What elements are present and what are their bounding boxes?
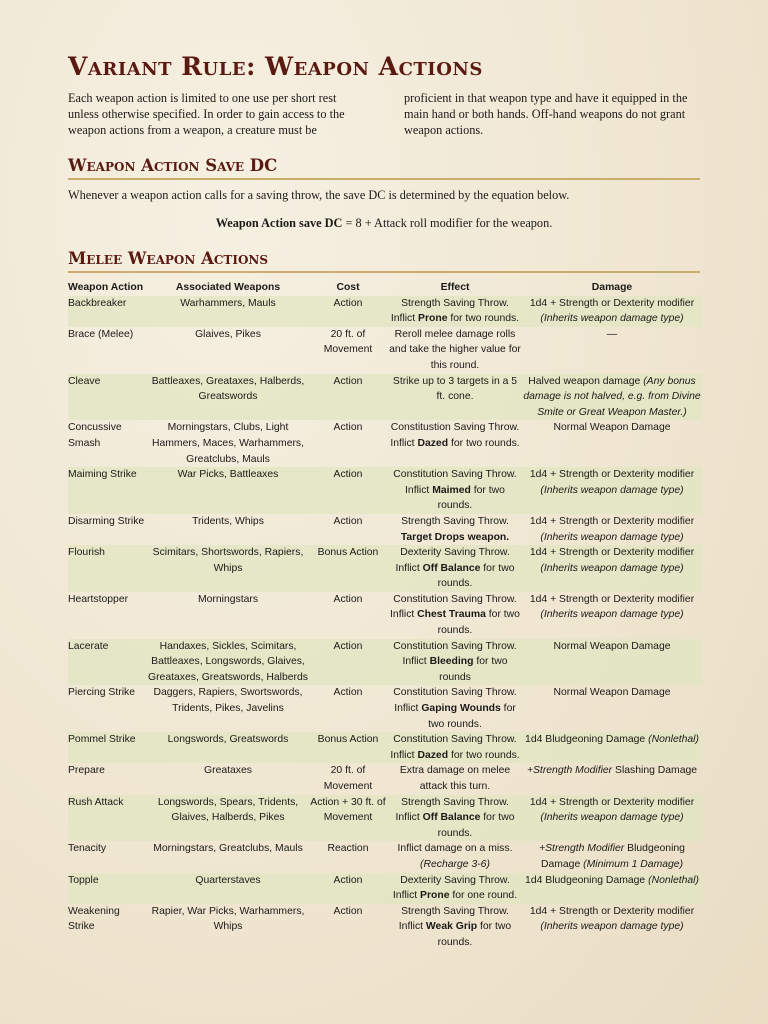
effect-text: Prone	[420, 890, 450, 902]
damage-text: 1d4 Bludgeoning Damage	[525, 734, 649, 746]
cell-weapon-action: Lacerate	[68, 640, 109, 652]
damage-text: +Strength Modifier	[539, 843, 625, 855]
cell-associated-weapons: Greataxes	[204, 765, 252, 777]
effect-text: for two rounds.	[448, 437, 520, 449]
effect-text: for one round.	[449, 890, 518, 902]
effect-text: for two rounds.	[428, 703, 516, 730]
damage-text: (Inherits weapon damage type)	[540, 531, 684, 543]
damage-text: Bludgeoning Damage	[540, 843, 685, 870]
table-row	[68, 795, 702, 842]
cell-weapon-action: Disarming Strike	[68, 515, 145, 527]
cell-effect	[388, 763, 522, 794]
damage-text: 1d4 + Strength or Dexterity modifier	[529, 593, 695, 605]
cell-effect	[388, 904, 522, 951]
cell-damage	[522, 514, 702, 545]
effect-text: Strike up to 3 targets in a 5 ft. cone.	[392, 375, 518, 403]
cell-cost: Action	[333, 297, 363, 309]
effect-text: Constitustion Saving Throw. Inflict	[390, 422, 520, 449]
cell-cost: 20 ft. of Movement	[323, 328, 373, 356]
effect-text: for two rounds.	[447, 313, 520, 325]
table-row	[68, 904, 702, 951]
cell-effect	[388, 545, 522, 592]
weapon-actions-table	[68, 280, 702, 951]
effect-text: for two rounds.	[437, 609, 520, 637]
effect-text: for two rounds.	[437, 562, 515, 590]
damage-text: 1d4 + Strength or Dexterity modifier	[529, 469, 695, 481]
cell-weapon-action: Backbreaker	[68, 297, 127, 309]
cell-damage	[522, 374, 702, 421]
cell-cost: 20 ft. of Movement	[323, 765, 373, 792]
cell-associated-weapons: Scimitars, Shortswords, Rapiers, Whips	[152, 547, 304, 574]
cell-weapon-action: Piercing Strike	[68, 687, 135, 699]
table-body	[68, 296, 702, 951]
cell-weapon-action: Rush Attack	[68, 796, 124, 808]
table-row	[68, 327, 702, 374]
cell-effect	[388, 795, 522, 842]
cell-cost: Action	[333, 515, 363, 527]
table-row	[68, 685, 702, 732]
save-dc-text: Whenever a weapon action calls for a saving throw, the save DC is determined by the equation below.	[68, 188, 570, 202]
cell-associated-weapons: Morningstars, Clubs, Light Hammers, Maces, Warhammers, Greatclubs, Mauls	[151, 422, 305, 465]
cell-cost: Action	[333, 687, 363, 699]
damage-text: Normal Weapon Damage	[553, 422, 671, 434]
cell-associated-weapons: War Picks, Battleaxes	[177, 469, 279, 481]
table-row	[68, 514, 702, 545]
cell-damage	[522, 592, 702, 639]
damage-text: 1d4 + Strength or Dexterity modifier	[529, 905, 695, 917]
cell-weapon-action: Weakening Strike	[68, 905, 120, 933]
table-header-row	[68, 280, 702, 296]
effect-text: Off Balance	[422, 562, 481, 574]
cell-damage	[522, 795, 702, 842]
cell-associated-weapons: Battleaxes, Greataxes, Halberds, Greatswords	[151, 375, 305, 403]
table-row	[68, 467, 702, 514]
cell-effect	[388, 374, 522, 421]
table-row	[68, 639, 702, 686]
table-row	[68, 873, 702, 904]
damage-text: (Inherits weapon damage type)	[540, 484, 684, 496]
damage-text: (Inherits weapon damage type)	[540, 562, 684, 574]
effect-text: Strength Saving Throw. Inflict	[395, 796, 509, 824]
cell-associated-weapons: Morningstars	[197, 593, 259, 605]
effect-text: Inflict damage on a miss.	[397, 843, 513, 855]
damage-text: (Inherits weapon damage type)	[540, 313, 684, 325]
cell-damage	[522, 873, 702, 904]
damage-text: (Minimum 1 Damage)	[583, 858, 684, 870]
cell-effect	[388, 514, 522, 545]
damage-text: Normal Weapon Damage	[553, 640, 671, 652]
cell-weapon-action: Concussive Smash	[68, 422, 122, 449]
effect-text: Maimed	[432, 484, 471, 496]
cell-damage	[522, 467, 702, 514]
damage-text: (Inherits weapon damage type)	[540, 812, 684, 824]
cell-effect	[388, 296, 522, 327]
effect-text: Off Balance	[422, 812, 481, 824]
effect-text: Gaping Wounds	[421, 703, 501, 715]
cell-cost: Action	[333, 422, 363, 434]
effect-text: Extra damage on melee attack this turn.	[399, 765, 511, 792]
damage-text: 1d4 + Strength or Dexterity modifier	[529, 515, 695, 527]
cell-cost: Action	[333, 469, 363, 481]
cell-cost: Reaction	[327, 843, 369, 855]
effect-text: Strength Saving Throw. Inflict	[398, 905, 509, 933]
cell-damage	[522, 420, 702, 467]
cell-cost: Action	[333, 874, 363, 886]
formula-label: Weapon Action save DC	[215, 216, 343, 230]
damage-text: —	[606, 328, 618, 340]
cell-effect	[388, 327, 522, 374]
cell-damage	[522, 685, 702, 732]
cell-weapon-action: Pommel Strike	[68, 734, 136, 746]
cell-associated-weapons: Warhammers, Mauls	[180, 297, 276, 309]
cell-associated-weapons: Daggers, Rapiers, Swortswords, Tridents, Pikes, Javelins	[153, 687, 303, 715]
effect-text: Strength Saving Throw.	[401, 515, 509, 527]
save-dc-heading: Weapon Action Save DC	[68, 156, 700, 180]
damage-text: (Inherits weapon damage type)	[540, 921, 684, 933]
cell-associated-weapons: Quarterstaves	[195, 874, 261, 886]
damage-text: Halved weapon damage	[528, 375, 644, 387]
intro-left: Each weapon action is limited to one use per short rest unless otherwise specified. In order to gain access to the weapon actions from a weapon, a creature must be	[68, 91, 345, 137]
melee-heading: Melee Weapon Actions	[68, 249, 700, 273]
effect-text: Weak Grip	[425, 921, 478, 933]
cell-cost: Bonus Action	[317, 734, 379, 746]
cell-effect	[388, 592, 522, 639]
cell-weapon-action: Brace (Melee)	[68, 328, 134, 340]
damage-text: Slashing Damage	[612, 765, 698, 777]
cell-associated-weapons: Rapier, War Picks, Warhammers, Whips	[151, 905, 305, 933]
effect-text: Bleeding	[429, 656, 474, 668]
table-row	[68, 296, 702, 327]
damage-text: Normal Weapon Damage	[553, 687, 671, 699]
cell-weapon-action: Topple	[68, 874, 99, 886]
effect-text: Constitution Saving Throw. Inflict	[390, 593, 517, 621]
cell-weapon-action: Cleave	[68, 375, 101, 387]
cell-cost: Action	[333, 375, 363, 387]
cell-damage	[522, 545, 702, 592]
effect-text: Dexterity Saving Throw. Inflict	[395, 547, 510, 574]
cell-weapon-action: Flourish	[68, 547, 105, 559]
effect-text: (Recharge 3-6)	[420, 858, 490, 870]
damage-text: 1d4 + Strength or Dexterity modifier	[529, 297, 695, 309]
col-header-cost: Cost	[336, 282, 360, 293]
col-header-weapon-action: Weapon Action	[68, 282, 144, 293]
cell-weapon-action: Prepare	[68, 765, 105, 777]
effect-text: Strength Saving Throw. Inflict	[390, 297, 509, 325]
cell-associated-weapons: Longswords, Greatswords	[167, 734, 289, 746]
cell-effect	[388, 467, 522, 514]
effect-text: for two rounds.	[437, 921, 512, 948]
col-header-damage: Damage	[591, 282, 633, 293]
effect-text: Dazed	[417, 437, 449, 449]
cell-damage	[522, 841, 702, 872]
effect-text: for two rounds.	[437, 484, 505, 512]
col-header-effect: Effect	[440, 282, 470, 293]
cell-effect	[388, 685, 522, 732]
effect-text: Constitution Saving Throw. Inflict	[393, 687, 517, 715]
damage-text: (Nonlethal)	[648, 874, 699, 886]
cell-effect	[388, 732, 522, 763]
damage-text: 1d4 + Strength or Dexterity modifier	[529, 796, 695, 808]
table-row	[68, 420, 702, 467]
damage-text: (Inherits weapon damage type)	[540, 609, 684, 621]
table-row	[68, 374, 702, 421]
table-row	[68, 592, 702, 639]
document-page	[68, 52, 700, 951]
cell-damage	[522, 639, 702, 686]
cell-damage	[522, 763, 702, 794]
damage-text: 1d4 Bludgeoning Damage	[525, 874, 649, 886]
damage-text: +Strength Modifier	[526, 765, 613, 777]
save-dc-formula	[68, 215, 700, 231]
damage-text: (Any bonus damage is not halved, e.g. from Divine Smite or Great Weapon Master.)	[523, 375, 701, 418]
cell-weapon-action: Tenacity	[68, 843, 107, 855]
cell-associated-weapons: Glaives, Pikes	[195, 328, 261, 340]
page-title: Variant Rule: Weapon Actions	[68, 52, 483, 81]
cell-effect	[388, 420, 522, 467]
effect-text: Constitution Saving Throw. Inflict	[390, 734, 517, 761]
cell-associated-weapons: Tridents, Whips	[192, 515, 264, 527]
formula-rest: = 8 + Attack roll modifier for the weapon.	[342, 216, 553, 230]
cell-weapon-action: Heartstopper	[68, 593, 129, 605]
cell-associated-weapons: Morningstars, Greatclubs, Mauls	[153, 843, 303, 855]
effect-text: for two rounds	[439, 656, 508, 683]
cell-effect	[388, 873, 522, 904]
effect-text: Chest Trauma	[417, 609, 486, 621]
cell-cost: Action	[333, 640, 363, 652]
cell-associated-weapons: Longswords, Spears, Tridents, Glaives, Halberds, Pikes	[157, 796, 299, 824]
effect-text: Constitution Saving Throw. Inflict	[393, 640, 517, 668]
cell-effect	[388, 841, 522, 872]
cell-weapon-action: Maiming Strike	[68, 469, 137, 481]
table-row	[68, 545, 702, 592]
col-header-associated-weapons: Associated Weapons	[175, 282, 281, 293]
cell-cost: Action + 30 ft. of Movement	[310, 796, 386, 824]
effect-text: Prone	[418, 313, 448, 325]
effect-text: Dexterity Saving Throw. Inflict	[392, 874, 510, 902]
effect-text: for two rounds.	[437, 812, 515, 839]
table-row	[68, 841, 702, 872]
table-row	[68, 763, 702, 794]
cell-cost: Action	[333, 905, 363, 917]
intro-right: proficient in that weapon type and have it equipped in the main hand or both hands. Off-hand weapons do not grant weapon actions.	[404, 91, 688, 137]
table-row	[68, 732, 702, 763]
effect-text: Reroll melee damage rolls and take the higher value for this round.	[389, 328, 521, 371]
damage-text: (Nonlethal)	[648, 734, 699, 746]
cell-cost: Action	[333, 593, 363, 605]
effect-text: Target Drops weapon.	[400, 531, 510, 543]
effect-text: Constitution Saving Throw. Inflict	[393, 469, 517, 496]
cell-damage	[522, 904, 702, 951]
cell-damage	[522, 296, 702, 327]
effect-text: Dazed	[417, 749, 449, 761]
cell-damage	[522, 732, 702, 763]
cell-effect	[388, 639, 522, 686]
intro-text	[68, 90, 700, 138]
cell-damage	[522, 327, 702, 374]
damage-text: 1d4 + Strength or Dexterity modifier	[529, 547, 695, 559]
effect-text: for two rounds.	[448, 749, 520, 761]
cell-associated-weapons: Handaxes, Sickles, Scimitars, Battleaxes, Longswords, Glaives, Greataxes, Greatswords, Halberds	[148, 640, 308, 683]
cell-cost: Bonus Action	[317, 547, 379, 559]
